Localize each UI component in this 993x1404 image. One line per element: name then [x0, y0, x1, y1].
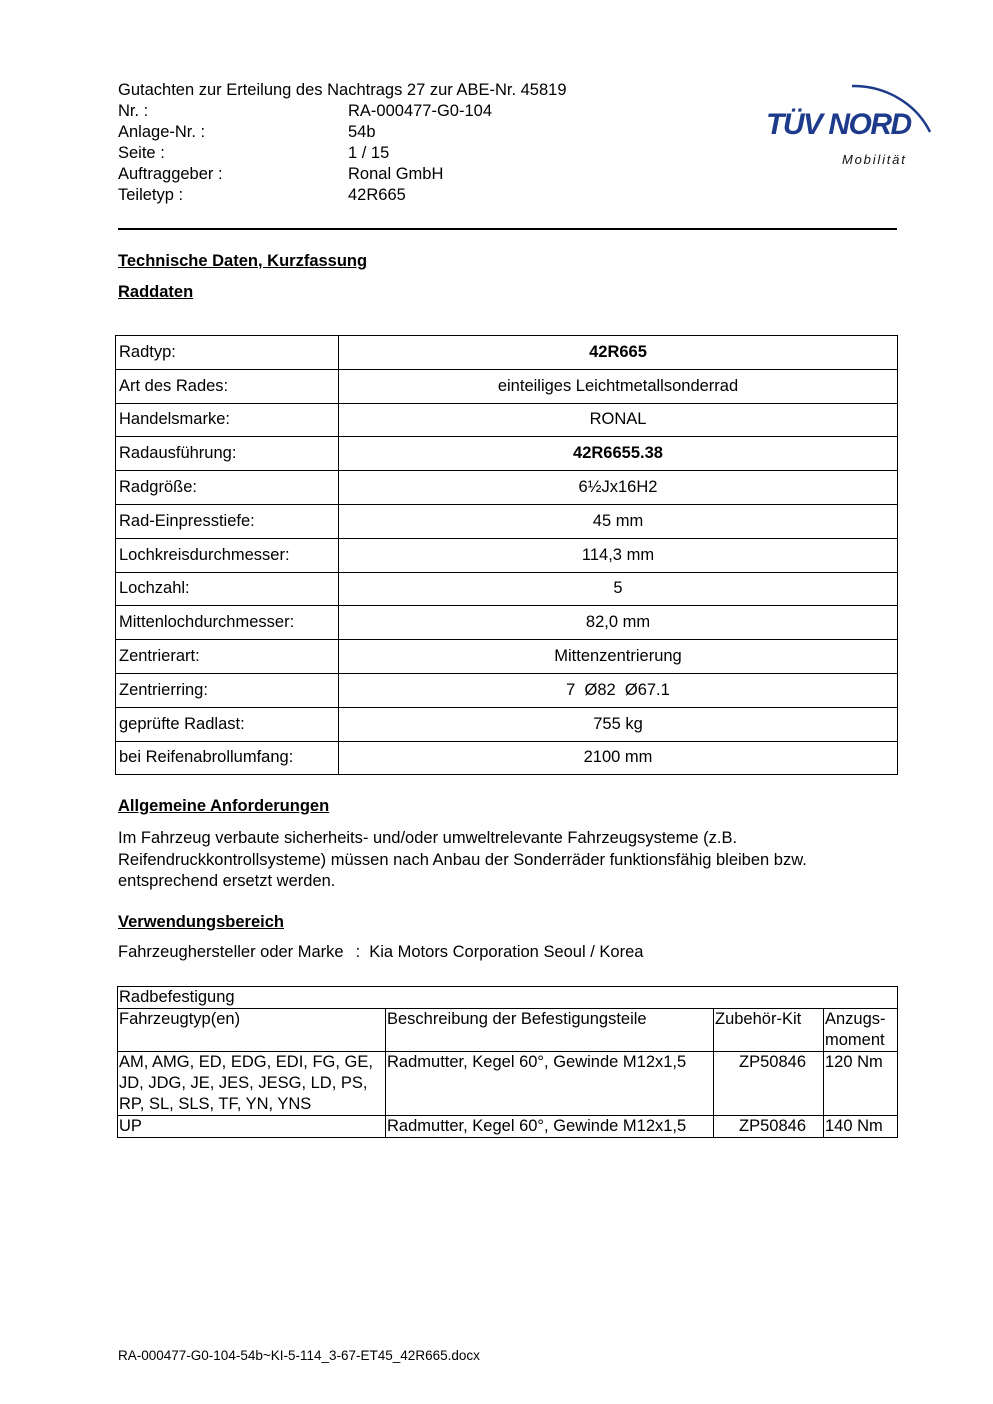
kit-cell: ZP50846 — [714, 1052, 824, 1116]
header-label: Nr. : — [118, 102, 149, 120]
row-label: Lochzahl: — [116, 572, 339, 606]
header-value: RA-000477-G0-104 — [348, 102, 493, 120]
header-value: 42R665 — [348, 186, 406, 204]
header-row-seite — [118, 143, 567, 164]
header-value: Ronal GmbH — [348, 165, 444, 183]
header-row-anlage — [118, 122, 567, 143]
vehicle-types-cell: UP — [118, 1116, 386, 1138]
row-value: Mittenzentrierung — [339, 640, 898, 674]
table-row — [116, 572, 898, 606]
table-row — [116, 403, 898, 437]
header-row-nr — [118, 101, 567, 122]
footer-filename: RA-000477-G0-104-54b~KI-5-114_3-67-ET45_42R665.docx — [118, 1348, 480, 1363]
row-label: Zentrierring: — [116, 673, 339, 707]
header-label: Teiletyp : — [118, 186, 184, 204]
row-label: Radausführung: — [116, 437, 339, 471]
header-label: Seite : — [118, 144, 165, 162]
row-value: 82,0 mm — [339, 606, 898, 640]
logo-subtitle: Mobilität — [842, 152, 907, 167]
manufacturer-line — [118, 943, 643, 962]
table-row — [116, 606, 898, 640]
description-cell: Radmutter, Kegel 60°, Gewinde M12x1,5 — [386, 1116, 714, 1138]
wheel-fixing-table — [117, 986, 898, 1138]
row-label: Art des Rades: — [116, 369, 339, 403]
vehicle-types-cell: AM, AMG, ED, EDG, EDI, FG, GE, JD, JDG, JE, JES, JESG, LD, PS, RP, SL, SLS, TF, YN, YNS — [118, 1052, 386, 1116]
row-label: Zentrierart: — [116, 640, 339, 674]
manufacturer-value: Kia Motors Corporation Seoul / Korea — [369, 943, 644, 961]
table-caption-row — [118, 987, 898, 1009]
table-row — [118, 1116, 898, 1138]
header-label: Auftraggeber : — [118, 165, 223, 183]
row-value: 45 mm — [339, 504, 898, 538]
section-heading-usage: Verwendungsbereich — [118, 913, 284, 931]
row-value: RONAL — [339, 403, 898, 437]
document-title: Gutachten zur Erteilung des Nachtrags 27 zur ABE-Nr. 45819 — [118, 81, 567, 99]
table-header-row — [118, 1009, 898, 1052]
row-value: 5 — [339, 572, 898, 606]
general-requirements-text: Im Fahrzeug verbaute sicherheits- und/oder umweltrelevante Fahrzeugsysteme (z.B. Reifendruckkontrollsysteme) müssen nach Anbau der Sonderräder funktionsfähig bleiben bzw. entsprechend ersetzt werden. — [118, 829, 807, 890]
kit-cell: ZP50846 — [714, 1116, 824, 1138]
column-header: Anzugs-moment — [824, 1009, 898, 1052]
row-label: Lochkreisdurchmesser: — [116, 538, 339, 572]
row-value: einteiliges Leichtmetallsonderrad — [339, 369, 898, 403]
row-label: Radgröße: — [116, 471, 339, 505]
table-row — [116, 471, 898, 505]
table-row — [116, 741, 898, 775]
section-heading-wheel-data: Raddaten — [118, 283, 194, 301]
row-label: Handelsmarke: — [116, 403, 339, 437]
table-row — [116, 437, 898, 471]
row-label: bei Reifenabrollumfang: — [116, 741, 339, 775]
column-header: Zubehör-Kit — [714, 1009, 824, 1052]
description-cell: Radmutter, Kegel 60°, Gewinde M12x1,5 — [386, 1052, 714, 1116]
column-header: Beschreibung der Befestigungsteile — [386, 1009, 714, 1052]
header-divider — [118, 228, 897, 230]
table-row — [116, 640, 898, 674]
torque-cell: 140 Nm — [824, 1116, 898, 1138]
row-value: 42R665 — [339, 336, 898, 370]
table-row — [116, 673, 898, 707]
section-heading-general: Allgemeine Anforderungen — [118, 797, 330, 815]
table-caption: Radbefestigung — [118, 987, 898, 1009]
row-label: Rad-Einpresstiefe: — [116, 504, 339, 538]
row-value: 7 Ø82 Ø67.1 — [339, 673, 898, 707]
wheel-data-table — [115, 335, 898, 775]
table-row — [116, 538, 898, 572]
table-row — [116, 336, 898, 370]
header-row-auftraggeber — [118, 164, 567, 185]
table-row — [116, 707, 898, 741]
header-label: Anlage-Nr. : — [118, 123, 206, 141]
row-label: Mittenlochdurchmesser: — [116, 606, 339, 640]
manufacturer-separator: : — [355, 943, 361, 961]
row-value: 755 kg — [339, 707, 898, 741]
header-row-teiletyp — [118, 185, 567, 206]
row-label: geprüfte Radlast: — [116, 707, 339, 741]
row-value: 114,3 mm — [339, 538, 898, 572]
tuv-nord-logo — [762, 56, 942, 176]
header-value: 1 / 15 — [348, 144, 390, 162]
table-row — [118, 1052, 898, 1116]
document-header — [118, 80, 567, 206]
header-value: 54b — [348, 123, 376, 141]
table-row — [116, 504, 898, 538]
row-value: 42R6655.38 — [339, 437, 898, 471]
row-label: Radtyp: — [116, 336, 339, 370]
column-header: Fahrzeugtyp(en) — [118, 1009, 386, 1052]
torque-cell: 120 Nm — [824, 1052, 898, 1116]
row-value: 6½Jx16H2 — [339, 471, 898, 505]
manufacturer-label: Fahrzeughersteller oder Marke — [118, 943, 344, 961]
section-heading-technical: Technische Daten, Kurzfassung — [118, 252, 368, 270]
table-row — [116, 369, 898, 403]
logo-wordmark: TÜV NORD — [766, 108, 911, 141]
row-value: 2100 mm — [339, 741, 898, 775]
